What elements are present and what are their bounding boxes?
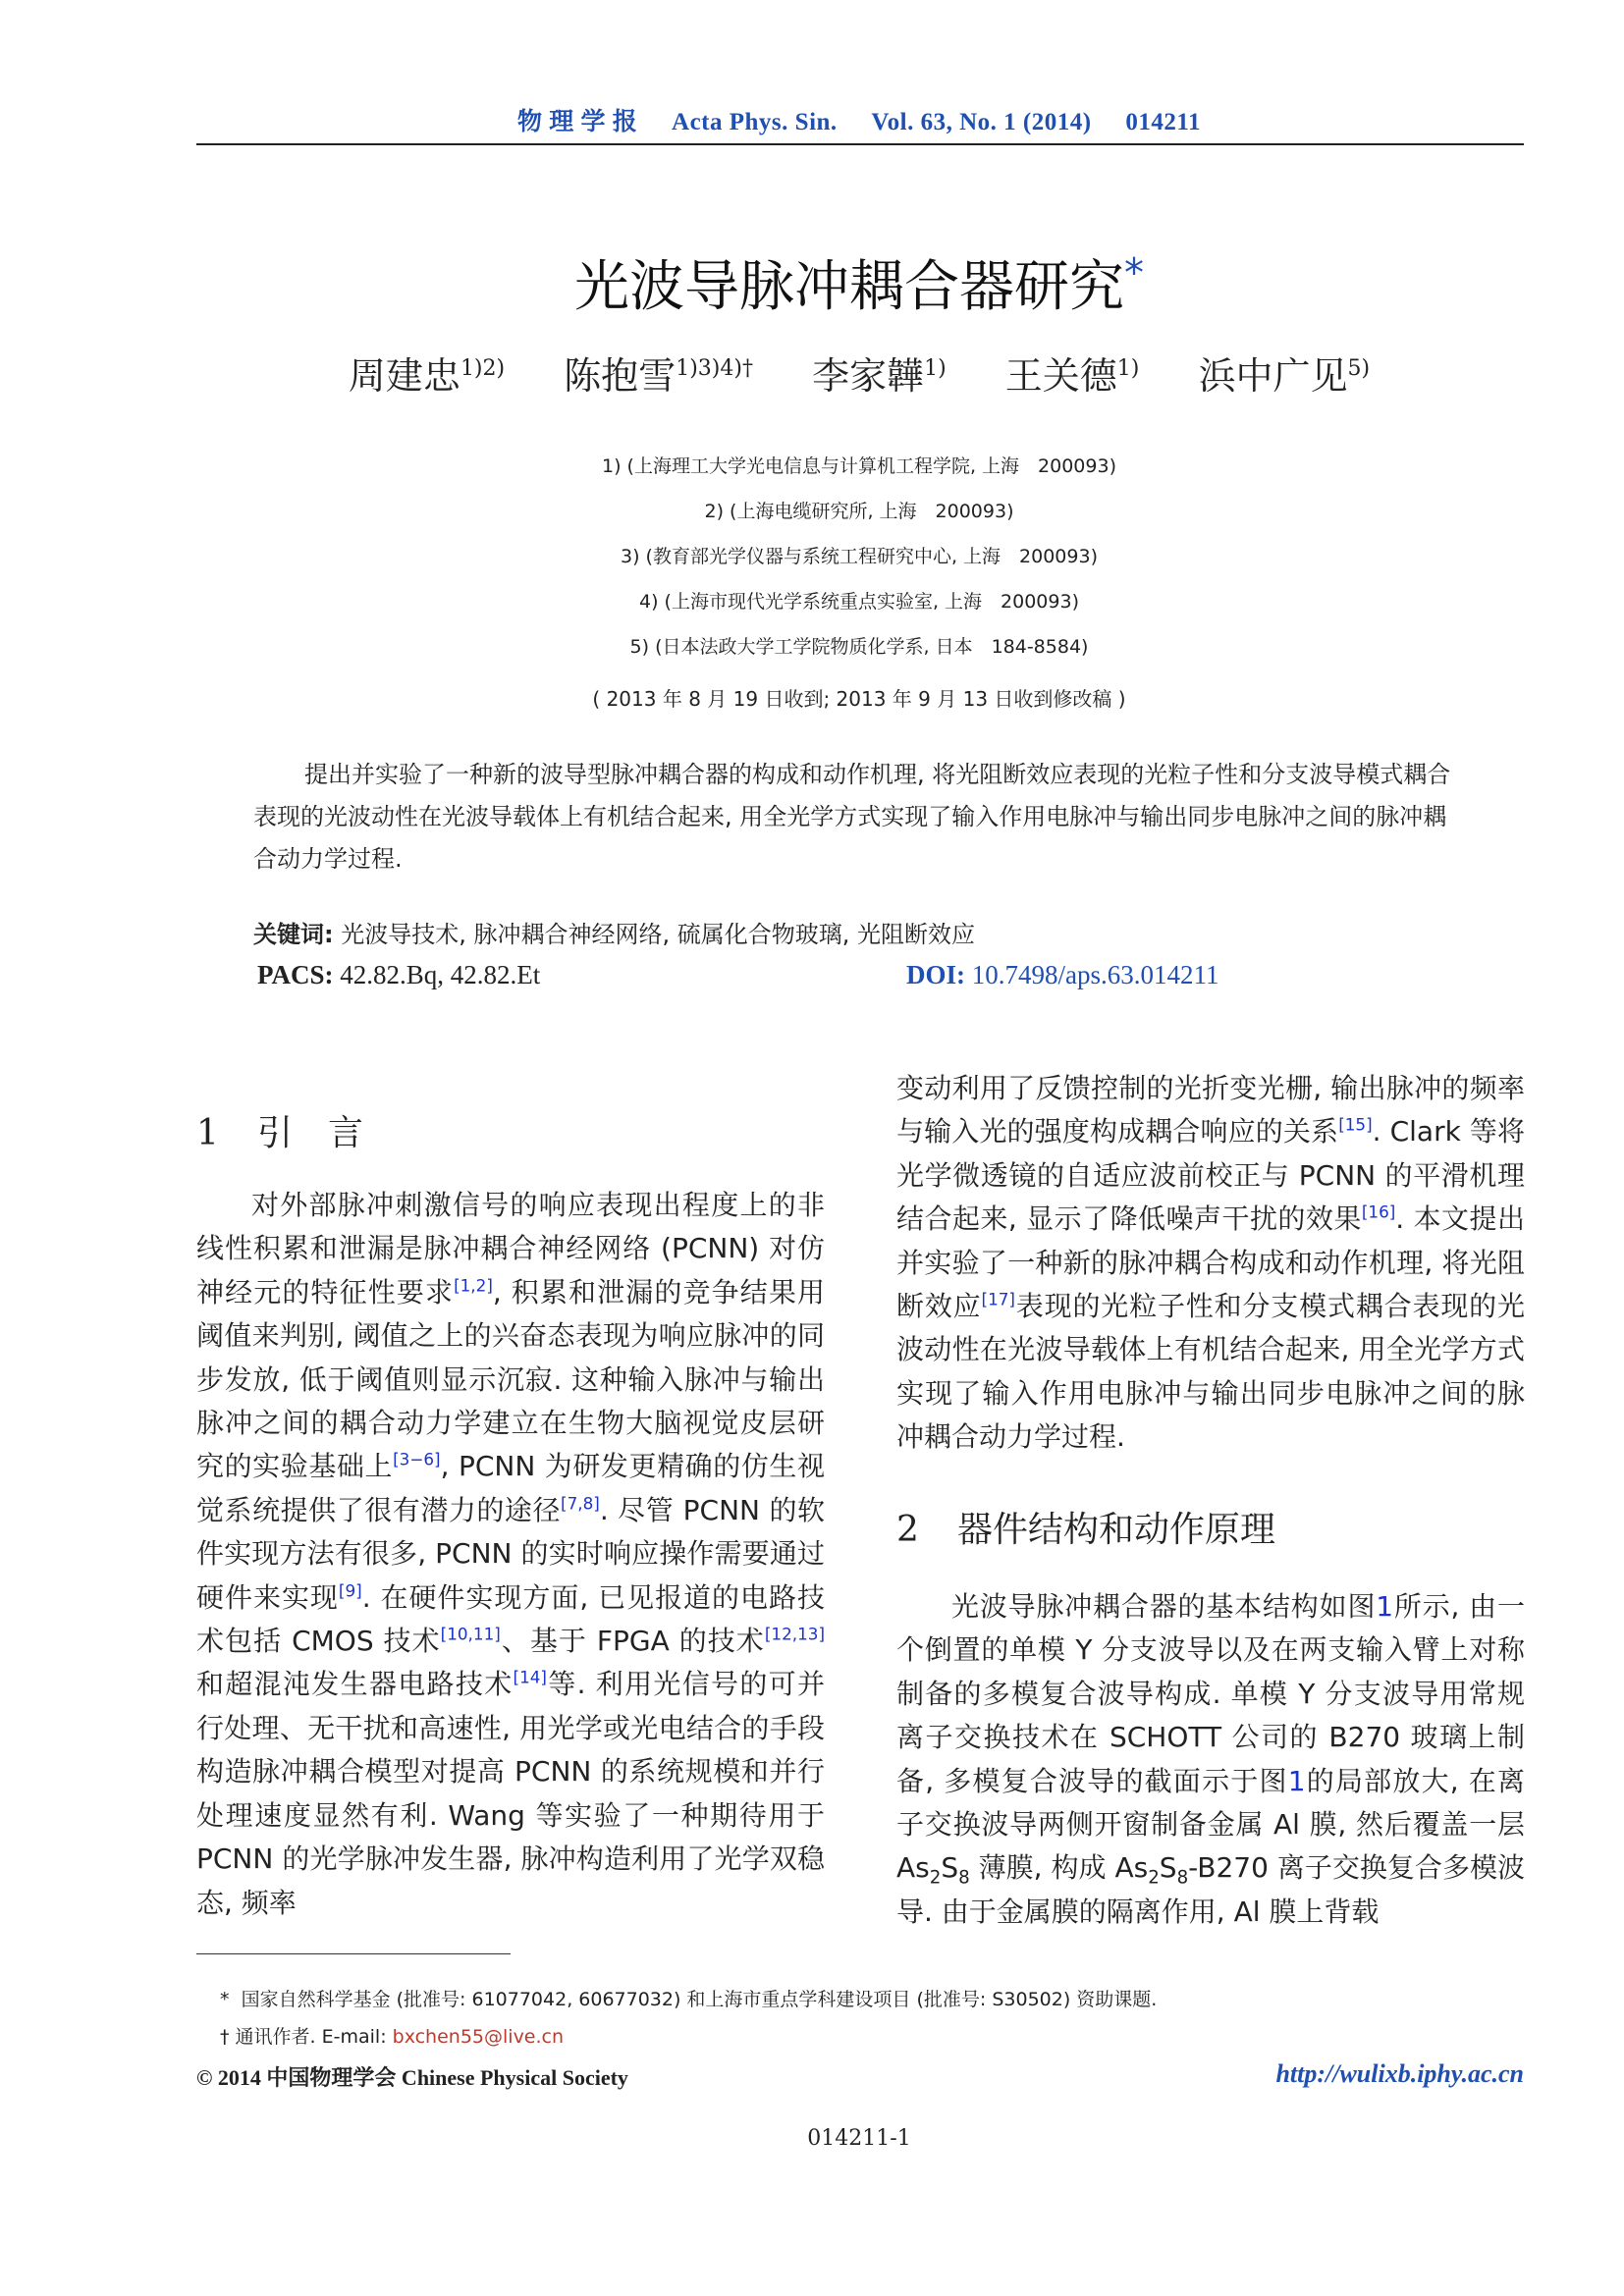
copyright: © 2014 中国物理学会 Chinese Physical Society — [196, 2065, 628, 2090]
section-heading — [896, 1506, 1525, 1555]
header-divider — [196, 143, 1524, 145]
doi[interactable] — [906, 960, 1219, 990]
section-number: 2 — [896, 1510, 919, 1550]
paper-title-block — [196, 243, 1522, 322]
chemical-formula: $As_2S_8$ — [896, 1851, 970, 1890]
keywords-text: 光波导技术, 脉冲耦合神经网络, 硫属化合物玻璃, 光阻断效应 — [341, 921, 976, 948]
body-paragraph: 光波导脉冲耦合器的基本结构如图1所示, 由一个倒置的单模 Y 分支波导以及在两支输入臂上对称制备的多模复合波导构成. 单模 Y 分支波导用常规离子交换技术在 SCHOTT 公司的 B270 玻璃上制备, 多模复合波导的截面示于图1的局部放大, 在离子交换波导两侧开窗制备金属 Al 膜, 然后覆盖一层 $As_2S_8$ 薄膜, 构成 $As_2S_8-B270$ 离子交换复合多模波导. 由于金属膜的隔离作用, Al 膜上背载 — [896, 1590, 1526, 1928]
left-column — [196, 1184, 825, 1925]
journal-name-cn: 物 理 学 报 — [517, 109, 638, 135]
received-dates: ( 2013 年 8 月 19 日收到; 2013 年 9 月 13 日收到修改稿 ) — [592, 687, 1126, 711]
affiliation: 1) (上海理工大学光电信息与计算机工程学院, 上海 200093) — [602, 455, 1116, 477]
footnote-funding: * 国家自然科学基金 (批准号: 61077042, 60677032) 和上海市重点学科建设项目 (批准号: S30502) 资助课题. — [220, 1989, 1158, 2010]
journal-url[interactable]: http://wulixb.iphy.ac.cn — [1275, 2059, 1524, 2088]
article-number: 014211 — [1125, 109, 1201, 135]
affiliation: 5) (日本法政大学工学院物质化学系, 日本 184-8584) — [629, 636, 1089, 658]
citation[interactable]: [12,13] — [764, 1624, 825, 1644]
doi-label: DOI: — [906, 960, 965, 989]
citation[interactable]: [14] — [513, 1668, 547, 1688]
section-title: 器件结构和动作原理 — [957, 1510, 1276, 1550]
doi-link[interactable]: 10.7498/aps.63.014211 — [971, 960, 1219, 989]
citation[interactable]: [16] — [1361, 1201, 1396, 1222]
chemical-formula: $As_2S_8-B270$ — [1114, 1851, 1269, 1890]
affiliation: 3) (教育部光学仪器与系统工程研究中心, 上海 200093) — [621, 546, 1098, 567]
author: 周建忠$^{1)2)}$ — [348, 354, 506, 398]
footnote-mark: * — [220, 1989, 230, 2010]
section-number: 1 — [196, 1113, 219, 1153]
figure-link[interactable]: 1 — [1287, 1764, 1306, 1797]
citation[interactable]: [1,2] — [454, 1275, 493, 1296]
right-column-section2 — [896, 1585, 1525, 1934]
journal-name-en: Acta Phys. Sin. — [672, 109, 838, 135]
footnote-corresponding: † 通讯作者. E-mail: bxchen55@live.cn — [220, 2026, 565, 2048]
citation[interactable]: [10,11] — [440, 1624, 501, 1644]
journal-header — [196, 102, 1522, 137]
affiliation: 4) (上海市现代光学系统重点实验室, 上海 200093) — [639, 591, 1079, 613]
citation[interactable]: [15] — [1338, 1115, 1373, 1136]
author-list — [196, 346, 1522, 400]
paper-title: 光波导脉冲耦合器研究 — [574, 255, 1124, 319]
author: 浜中广见$^{5)}$ — [1198, 354, 1371, 398]
page-number: 014211-1 — [807, 2126, 911, 2151]
affiliation-list — [196, 444, 1522, 669]
body-paragraph: 变动利用了反馈控制的光折变光栅, 输出脉冲的频率与输入光的强度构成耦合响应的关系[15]. Clark 等将光学微透镜的自适应波前校正与 PCNN 的平滑机理结合起来, 显示了降低噪声干扰的效果[16]. 本文提出并实验了一种新的脉冲耦合构成和动作机理, 将光阻断效应[17]表现的光粒子性和分支模式耦合表现的光波动性在光波导载体上有机结合起来, 用全光学方式实现了输入作用电脉冲与输出同步电脉冲之间的脉冲耦合动力学过程. — [896, 1072, 1525, 1454]
footnote-mark: † — [220, 2026, 230, 2048]
right-column — [896, 1067, 1525, 1460]
title-footnote-mark[interactable]: * — [1124, 250, 1144, 296]
pacs-label: PACS: — [257, 960, 334, 989]
author: 陈抱雪$^{1)3)4)\dagger}$ — [564, 354, 753, 398]
section-title: 引 言 — [257, 1113, 364, 1153]
affiliation: 2) (上海电缆研究所, 上海 200093) — [704, 501, 1014, 522]
pacs — [257, 960, 540, 990]
citation[interactable]: [7,8] — [561, 1493, 600, 1514]
section-heading — [196, 1109, 825, 1158]
author: 李家韡$^{1)}$ — [812, 354, 947, 398]
footnote-divider — [196, 1953, 511, 1954]
email-link[interactable]: bxchen55@live.cn — [392, 2026, 565, 2048]
journal-volume: Vol. 63, No. 1 (2014) — [871, 109, 1092, 135]
keywords-label: 关键词: — [253, 921, 334, 948]
body-paragraph: 对外部脉冲刺激信号的响应表现出程度上的非线性积累和泄漏是脉冲耦合神经网络 (PCNN) 对仿神经元的特征性要求[1,2], 积累和泄漏的竞争结果用阈值来判别, 阈值之上的兴奋态表现为响应脉冲的同步发放, 低于阈值则显示沉寂. 这种输入脉冲与输出脉冲之间的耦合动力学建立在生物大脑视觉皮层研究的实验基础上[3−6], PCNN 为研发更精确的仿生视觉系统提供了很有潜力的途径[7,8]. 尽管 PCNN 的软件实现方法有很多, PCNN 的实时响应操作需要通过硬件来实现[9]. 在硬件实现方面, 已见报道的电路技术包括 CMOS 技术[10,11]、基于 FPGA 的技术[12,13]和超混沌发生器电路技术[14]等. 利用光信号的可并行处理、无干扰和高速性, 用光学或光电结合的手段构造脉冲耦合模型对提高 PCNN 的系统规模和并行处理速度显然有利. Wang 等实验了一种期待用于 PCNN 的光学脉冲发生器, 脉冲构造利用了光学双稳态, 频率 — [196, 1189, 825, 1919]
figure-link[interactable]: 1 — [1376, 1590, 1394, 1623]
abstract: 提出并实验了一种新的波导型脉冲耦合器的构成和动作机理, 将光阻断效应表现的光粒子性和分支波导模式耦合表现的光波动性在光波导载体上有机结合起来, 用全光学方式实现了输入作用电脉冲与输出同步电脉冲之间的脉冲耦合动力学过程. — [253, 761, 1451, 873]
pacs-codes: 42.82.Bq, 42.82.Et — [340, 960, 541, 989]
citation[interactable]: [17] — [981, 1289, 1015, 1309]
author: 王关德$^{1)}$ — [1004, 354, 1140, 398]
citation[interactable]: [3−6] — [393, 1450, 441, 1470]
keywords — [253, 915, 1467, 949]
citation[interactable]: [9] — [338, 1580, 362, 1601]
